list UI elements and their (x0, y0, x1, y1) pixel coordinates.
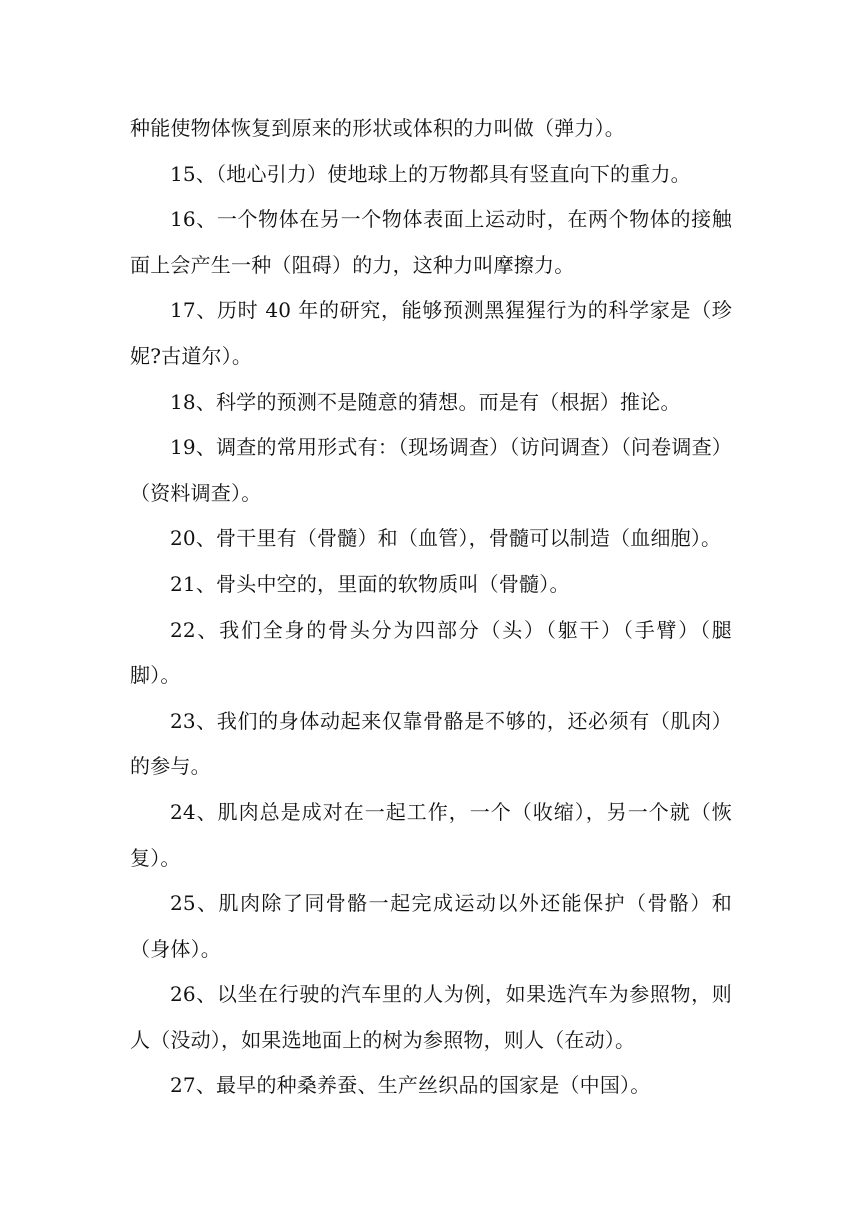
paragraph-23: 23、我们的身体动起来仅靠骨骼是不够的，还必须有（肌肉）的参与。 (130, 708, 732, 779)
paragraph-18: 18、科学的预测不是随意的猜想。而是有（根据）推论。 (170, 389, 681, 414)
paragraph-27: 27、最早的种桑养蚕、生产丝织品的国家是（中国）。 (170, 1073, 651, 1098)
document-body (130, 106, 732, 1109)
paragraph-15: 15、（地心引力）使地球上的万物都具有竖直向下的重力。 (170, 161, 691, 186)
paragraph-22: 22、我们全身的骨头分为四部分（头）（躯干）（手臂）（腿脚）。 (130, 617, 732, 688)
paragraph-17: 17、历时 40 年的研究，能够预测黑猩猩行为的科学家是（珍妮?古道尔）。 (130, 298, 732, 368)
paragraph-24: 24、肌肉总是成对在一起工作，一个（收缩），另一个就（恢复）。 (130, 799, 732, 870)
paragraph-19: 19、调查的常用形式有：（现场调查）（访问调查）（问卷调查）（资料调查）。 (130, 435, 732, 505)
paragraph-25: 25、肌肉除了同骨骼一起完成运动以外还能保护（骨骼）和（身体）。 (130, 891, 732, 961)
paragraph-21: 21、骨头中空的，里面的软物质叫（骨髓）。 (170, 571, 570, 596)
paragraph-16: 16、一个物体在另一个物体表面上运动时，在两个物体的接触面上会产生一种（阻碍）的力，这种力叫摩擦力。 (130, 207, 732, 277)
paragraph-20: 20、骨干里有（骨髓）和（血管），骨髓可以制造（血细胞）。 (170, 526, 722, 551)
paragraph-26: 26、以坐在行驶的汽车里的人为例，如果选汽车为参照物，则人（没动），如果选地面上的树为参照物，则人（在动）。 (130, 982, 732, 1052)
paragraph-14-continuation: 种能使物体恢复到原来的形状或体积的力叫做（弹力）。 (130, 116, 625, 140)
